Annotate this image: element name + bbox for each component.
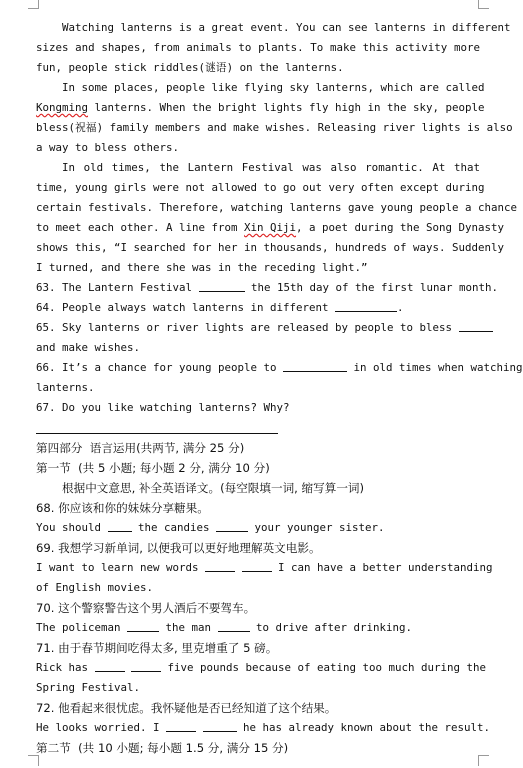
question-71-continued: Spring Festival.	[36, 681, 141, 694]
passage-text: , a poet during the Song Dynasty	[296, 221, 505, 234]
passage-line: bless(祝福) family members and make wishes. Releasing river lights is also	[36, 121, 513, 134]
passage-line: time, young girls were not allowed to go out very often except during	[36, 181, 485, 194]
passage-line: shows this, “I searched for her in thousands, hundreds of ways. Suddenly	[36, 241, 505, 254]
question-text: I can have a better understanding	[271, 561, 493, 574]
passage-line: In some places, people like flying sky lanterns, which are called	[62, 81, 485, 94]
section1-instruction: 根据中文意思, 补全英语译文。(每空限填一词, 缩写算一词)	[62, 481, 365, 495]
answer-blank[interactable]	[108, 519, 132, 532]
question-text: He looks worried. I	[36, 721, 167, 734]
question-text: You should	[36, 521, 108, 534]
section1-heading: 第一节 (共 5 小题; 每小题 2 分, 满分 10 分)	[36, 461, 270, 475]
question-text: 66. It’s a chance for young people to	[36, 361, 284, 374]
question-text: Rick has	[36, 661, 95, 674]
spelling-flagged-word: Kongming	[36, 101, 89, 114]
spelling-flagged-word: Xin Qiji	[244, 221, 297, 234]
question-text: the candies	[131, 521, 217, 534]
question-text: the 15th day of the first lunar month.	[244, 281, 499, 294]
passage-line: certain festivals. Therefore, watching lanterns gave young people a chance	[36, 201, 518, 214]
question-71-english	[36, 658, 487, 678]
question-72-english	[36, 718, 491, 738]
question-66	[36, 358, 523, 378]
question-64	[36, 298, 480, 318]
passage-line: In old times, the Lantern Festival was also romantic. At that	[62, 161, 480, 174]
passage-text: lanterns. When the bright lights fly high in the sky, people	[88, 101, 485, 114]
question-71-chinese: 71. 由于春节期间吃得太多, 里克增重了 5 磅。	[36, 641, 278, 655]
question-69-english	[36, 558, 493, 578]
answer-blank[interactable]	[205, 559, 235, 572]
question-65	[36, 318, 480, 338]
passage-line: I turned, and there she was in the receding light.”	[36, 261, 368, 274]
answer-blank[interactable]	[216, 519, 248, 532]
question-63	[36, 278, 499, 298]
question-text: .	[397, 301, 404, 314]
question-text: to drive after drinking.	[249, 621, 413, 634]
answer-blank[interactable]	[218, 619, 250, 632]
passage-line: a way to bless others.	[36, 141, 180, 154]
answer-blank[interactable]	[242, 559, 272, 572]
question-72-chinese: 72. 他看起来很忧虑。我怀疑他是否已经知道了这个结果。	[36, 701, 337, 715]
part4-heading: 第四部分 语言运用(共两节, 满分 25 分)	[36, 441, 245, 455]
answer-blank[interactable]	[459, 319, 493, 332]
question-text: five pounds because of eating too much during the	[161, 661, 487, 674]
question-65-continued: and make wishes.	[36, 341, 141, 354]
question-70-chinese: 70. 这个警察警告这个男人酒后不要驾车。	[36, 601, 256, 615]
question-66-continued: lanterns.	[36, 381, 95, 394]
question-68-chinese: 68. 你应该和你的妹妹分享糖果。	[36, 501, 209, 515]
passage-line: fun, people stick riddles(谜语) on the lanterns.	[36, 61, 344, 74]
question-69-chinese: 69. 我想学习新单词, 以便我可以更好地理解英文电影。	[36, 541, 321, 555]
answer-blank[interactable]	[335, 299, 397, 312]
answer-blank[interactable]	[199, 279, 245, 292]
question-67: 67. Do you like watching lanterns? Why?	[36, 401, 290, 414]
answer-line[interactable]	[36, 433, 278, 434]
section2-heading: 第二节 (共 10 小题; 每小题 1.5 分, 满分 15 分)	[36, 741, 289, 755]
question-text: The policeman	[36, 621, 128, 634]
question-text: 65. Sky lanterns or river lights are released by people to bless	[36, 321, 459, 334]
passage-line: Watching lanterns is a great event. You can see lanterns in different	[62, 21, 511, 34]
passage-line	[36, 98, 485, 118]
question-text: 64. People always watch lanterns in different	[36, 301, 336, 314]
answer-blank[interactable]	[283, 359, 347, 372]
question-text: I want to learn new words	[36, 561, 206, 574]
passage-line: sizes and shapes, from animals to plants. To make this activity more	[36, 41, 480, 54]
question-69-continued: of English movies.	[36, 581, 154, 594]
answer-blank[interactable]	[203, 719, 237, 732]
question-68-english	[36, 518, 480, 538]
answer-blank[interactable]	[131, 659, 161, 672]
answer-blank[interactable]	[95, 659, 125, 672]
passage-line	[36, 218, 505, 238]
question-text: he has already known about the result.	[236, 721, 491, 734]
question-text: 63. The Lantern Festival	[36, 281, 199, 294]
crop-mark-top-right	[478, 0, 489, 9]
passage-text: to meet each other. A line from	[36, 221, 245, 234]
question-text: in old times when watching	[347, 361, 523, 374]
question-70-english	[36, 618, 480, 638]
answer-blank[interactable]	[127, 619, 159, 632]
question-text: the man	[159, 621, 218, 634]
question-text: your younger sister.	[248, 521, 385, 534]
crop-mark-top-left	[28, 0, 39, 9]
answer-blank[interactable]	[166, 719, 196, 732]
